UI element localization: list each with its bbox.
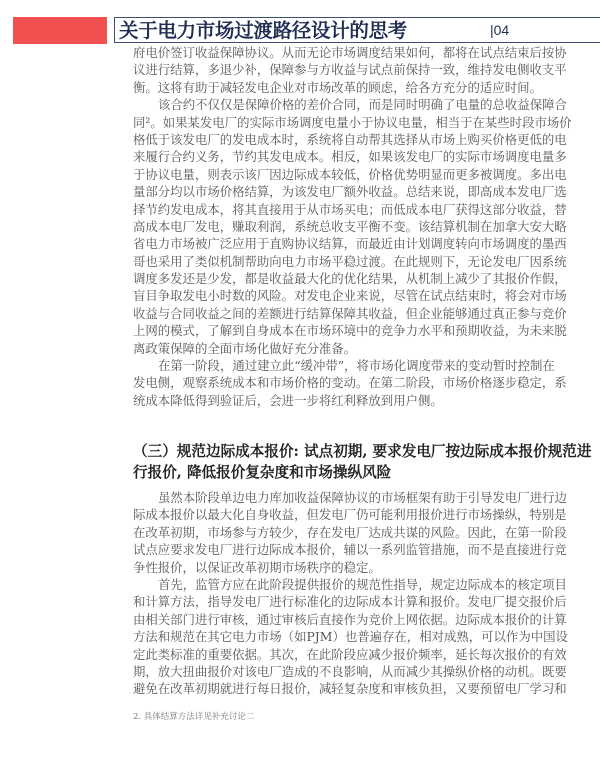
text-line: 方法和规范在其它电力市场（如PJM）也普遍存在，相对成熟，可以作为中国设 [133,629,568,645]
text-line: 调度多发还是少发，都是收益最大化的优化结果，从机制上减少了其报价作假， [133,271,567,287]
text-line: 高成本电厂发电，赚取利润，系统总收支平衡不变。该结算机制在加拿大安大略 [133,218,567,234]
body-text-bottom [133,489,568,698]
text-line: 收益与合同收益之间的差额进行结算保障其收益，但企业能够通过真正参与竞价 [133,305,567,321]
text-line: 和计算方法，指导发电厂进行标准化的边际成本计算和报价。发电厂提交报价后 [133,594,567,610]
text-line: 离政策保障的全面市场化做好充分准备。 [133,340,357,356]
text-line: 同²。如果某发电厂的实际市场调度电量小于协议电量，相当于在某些时段市场价 [133,114,572,130]
text-line: 试点应要求发电厂进行边际成本报价，辅以一系列监管措施，而不是直接进行竞 [133,542,567,558]
footnote: 2. 具体结算方法详见补充讨论二 [133,712,255,722]
text-line: 期，放大扭曲报价对该电厂造成的不良影响，从而减少其操纵价格的动机。既要 [133,663,567,679]
header-accent-bar [13,17,107,44]
text-line: 省电力市场被广泛应用于直购协议结算，而最近由计划调度转向市场调度的墨西 [133,236,567,252]
page-number: |04 [490,22,510,38]
text-line: 择节约发电成本，将其直接用于从市场买电；而低成本电厂获得这部分收益，替 [133,201,567,217]
text-line: 府电价签订收益保障协议。从而无论市场调度结果如何，都将在试点结束后按协 [133,45,567,60]
text-line: 议进行结算，多退少补，保障参与方收益与试点前保持一致，维持发电侧收支平 [133,62,567,78]
text-line: 盲目争取发电小时数的风险。对发电企业来说，尽管在试点结束时，将会对市场 [133,288,567,304]
text-line: 来履行合约义务，节约其发电成本。相反，如果该发电厂的实际市场调度电量多 [133,149,567,165]
text-line: 争性报价，以保证改革初期市场秩序的稳定。 [133,559,381,575]
text-line: 首先，监管方应在此阶段提供报价的规范性指导，规定边际成本的核定项目 [158,576,567,592]
text-line: 由相关部门进行审核，通过审核后直接作为竞价上网依据。边际成本报价的计算 [133,611,567,627]
text-line: 格低于该发电厂的发电成本时，系统将自动帮其选择从市场上购买价格更低的电 [133,131,567,147]
text-line: 于协议电量，则表示该厂因边际成本较低，价格优势明显而更多被调度。多出电 [133,166,567,182]
text-line: 定此类标准的重要依据。其次，在此阶段应减少报价频率，延长每次报价的有效 [133,646,567,662]
text-line: 发电侧，观察系统成本和市场价格的变动。在第二阶段，市场价格逐步稳定，系 [133,375,567,391]
text-line: 避免在改革初期就进行每日报价，减轻复杂度和审核负担，又要预留电厂学习和 [133,681,567,697]
section-heading-line: 行报价, 降低报价复杂度和市场操纵风险 [133,463,392,481]
text-line: 统成本降低得到验证后，会进一步将红利释放到用户侧。 [133,392,443,408]
section-heading-line: （三）规范边际成本报价: 试点初期, 要求发电厂按边际成本报价规范进 [133,443,592,460]
text-line: 虽然本阶段单边电力库加收益保障协议的市场框架有助于引导发电厂进行边 [158,490,567,505]
text-line: 在第一阶段，通过建立此“缓冲带”，将市场化调度带来的变动暂时控制在 [158,358,555,374]
text-line: 在改革初期，市场参与方较少，存在发电厂达成共谋的风险。因此，在第一阶段 [133,524,567,540]
page-title: 关于电力市场过渡路径设计的思考 [119,19,408,42]
text-line: 量部分均以市场价格结算，为该发电厂额外收益。总结来说，即高成本发电厂选 [133,184,567,200]
text-line: 该合约不仅仅是保障价格的差价合同，而是同时明确了电量的总收益保障合 [158,97,567,113]
text-line: 际成本报价以最大化自身收益，但发电厂仍可能利用报价进行市场操纵，特别是 [133,507,567,523]
body-text-top [133,44,572,409]
text-line: 上网的模式，了解到自身成本在市场环境中的竞争力水平和预期收益，为未来脱 [133,323,567,339]
text-line: 哥也采用了类似机制帮助向电力市场平稳过渡。在此规则下，无论发电厂因系统 [133,253,567,269]
text-line: 衡。这将有助于减轻发电企业对市场改革的顾虑，给各方充分的适应时间。 [133,79,542,95]
section-heading [133,442,592,483]
